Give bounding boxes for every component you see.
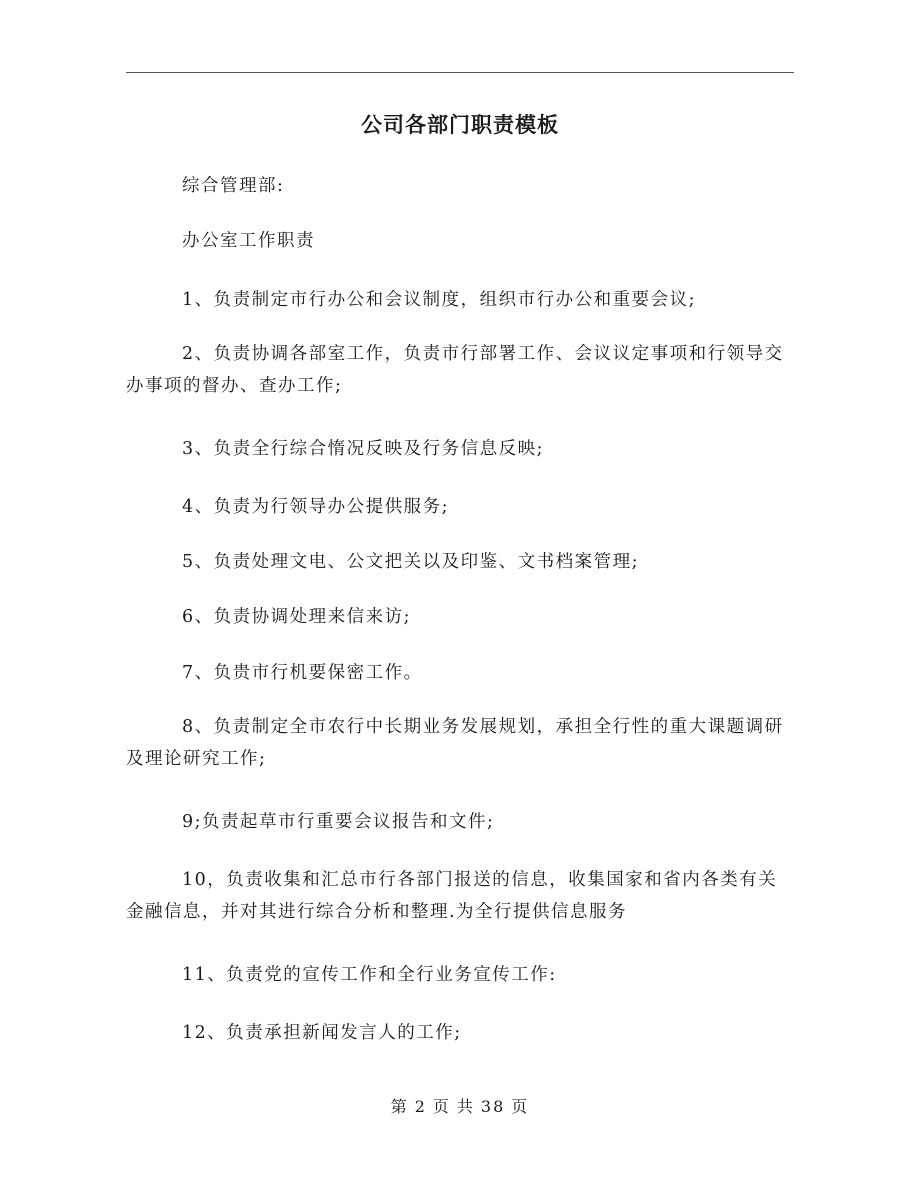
duty-item-9: 9;负责起草市行重要会议报告和文件; bbox=[182, 812, 495, 832]
duty-item-4: 4、负责为行领导办公提供服务; bbox=[182, 497, 450, 517]
duty-item-6: 6、负责协调处理来信来访; bbox=[182, 607, 412, 627]
header-rule bbox=[126, 72, 794, 73]
total-pages-number: 38 bbox=[480, 1097, 506, 1116]
subsection-heading: 办公室工作职责 bbox=[182, 231, 315, 251]
current-page-number: 2 bbox=[414, 1097, 427, 1116]
document-title: 公司各部门职责模板 bbox=[361, 112, 559, 137]
duty-item-1: 1、负责制定市行办公和会议制度，组织市行办公和重要会议; bbox=[182, 290, 697, 310]
duty-item-12: 12、负责承担新闻发言人的工作; bbox=[182, 1023, 462, 1043]
page-footer bbox=[0, 1095, 920, 1119]
duty-item-11: 11、负责党的宣传工作和全行业务宣传工作: bbox=[182, 965, 557, 985]
duty-item-8: 8、负责制定全市农行中长期业务发展规划，承担全行性的重大课题调研及理论研究工作; bbox=[126, 717, 784, 769]
footer-suffix: 页 bbox=[511, 1097, 530, 1116]
duty-item-7: 7、负贵市行机要保密工作。 bbox=[182, 663, 423, 683]
duty-item-10: 10，负责收集和汇总市行各部门报送的信息，收集国家和省内各类有关金融信息，并对其进行综合分析和整理.为全行提供信息服务 bbox=[126, 870, 778, 922]
duty-item-2: 2、负责协调各部室工作，负责市行部署工作、会议议定事项和行领导交办事项的督办、查办工作; bbox=[126, 344, 784, 396]
duty-item-3: 3、负责全行综合惰况反映及行务信息反映; bbox=[182, 439, 545, 459]
footer-total-word: 共 bbox=[456, 1097, 475, 1116]
section-heading: 综合管理部: bbox=[182, 176, 285, 196]
footer-page-word: 页 bbox=[432, 1097, 451, 1116]
duty-item-5: 5、负责处理文电、公文把关以及印鉴、文书档案管理; bbox=[182, 552, 640, 572]
footer-prefix: 第 bbox=[390, 1097, 409, 1116]
